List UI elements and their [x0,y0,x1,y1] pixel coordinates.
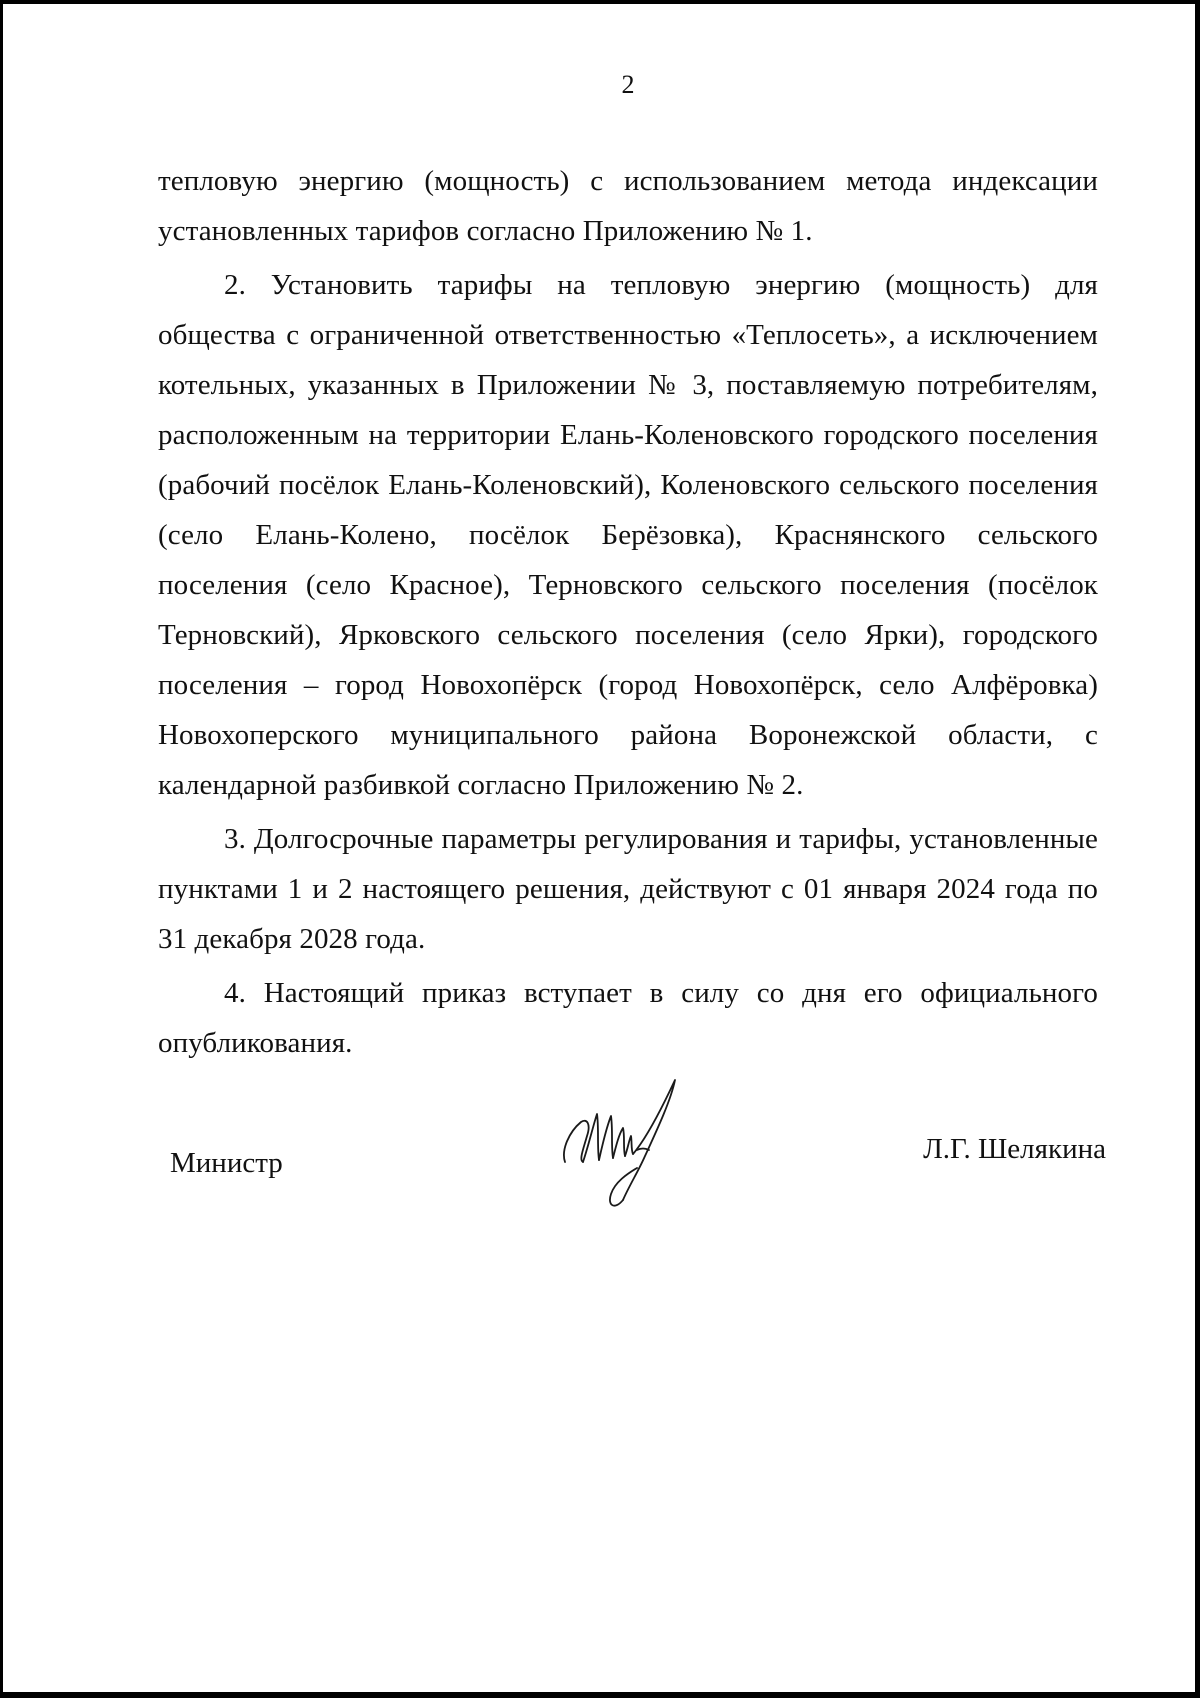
paragraph-1-continuation: тепловую энергию (мощность) с использованием метода индексации установленных тарифов согласно Приложению № 1. [158,165,1098,247]
paragraph-3: 3. Долгосрочные параметры регулирования и тарифы, установленные пунктами 1 и 2 настоящего решения, действуют с 01 января 2024 года по 31 декабря 2028 года. [158,823,1098,955]
document-body [158,156,1098,1068]
signature-block [158,1070,1106,1230]
signer-position: Министр [170,1147,283,1179]
signer-name: Л.Г. Шелякина [923,1133,1106,1165]
handwritten-signature [553,1070,703,1220]
page-number: 2 [621,70,635,99]
paragraph-4: 4. Настоящий приказ вступает в силу со дня его официального опубликования. [158,977,1098,1059]
paragraph-2: 2. Установить тарифы на тепловую энергию (мощность) для общества с ограниченной ответственностью «Теплосеть», а исключением котельных, указанных в Приложении № 3, поставляемую потребителям, расположенным на территории Елань-Коленовского городского поселения (рабочий посёлок Елань-Коленовский), Коленовского сельского поселения (село Елань-Колено, посёлок Берёзовка), Краснянского сельского поселения (село Красное), Терновского сельского поселения (посёлок Терновский), Ярковского сельского поселения (село Ярки), городского поселения – город Новохопёрск (город Новохопёрск, село Алфёровка) Новохоперского муниципального района Воронежской области, с календарной разбивкой согласно Приложению № 2. [158,269,1098,801]
